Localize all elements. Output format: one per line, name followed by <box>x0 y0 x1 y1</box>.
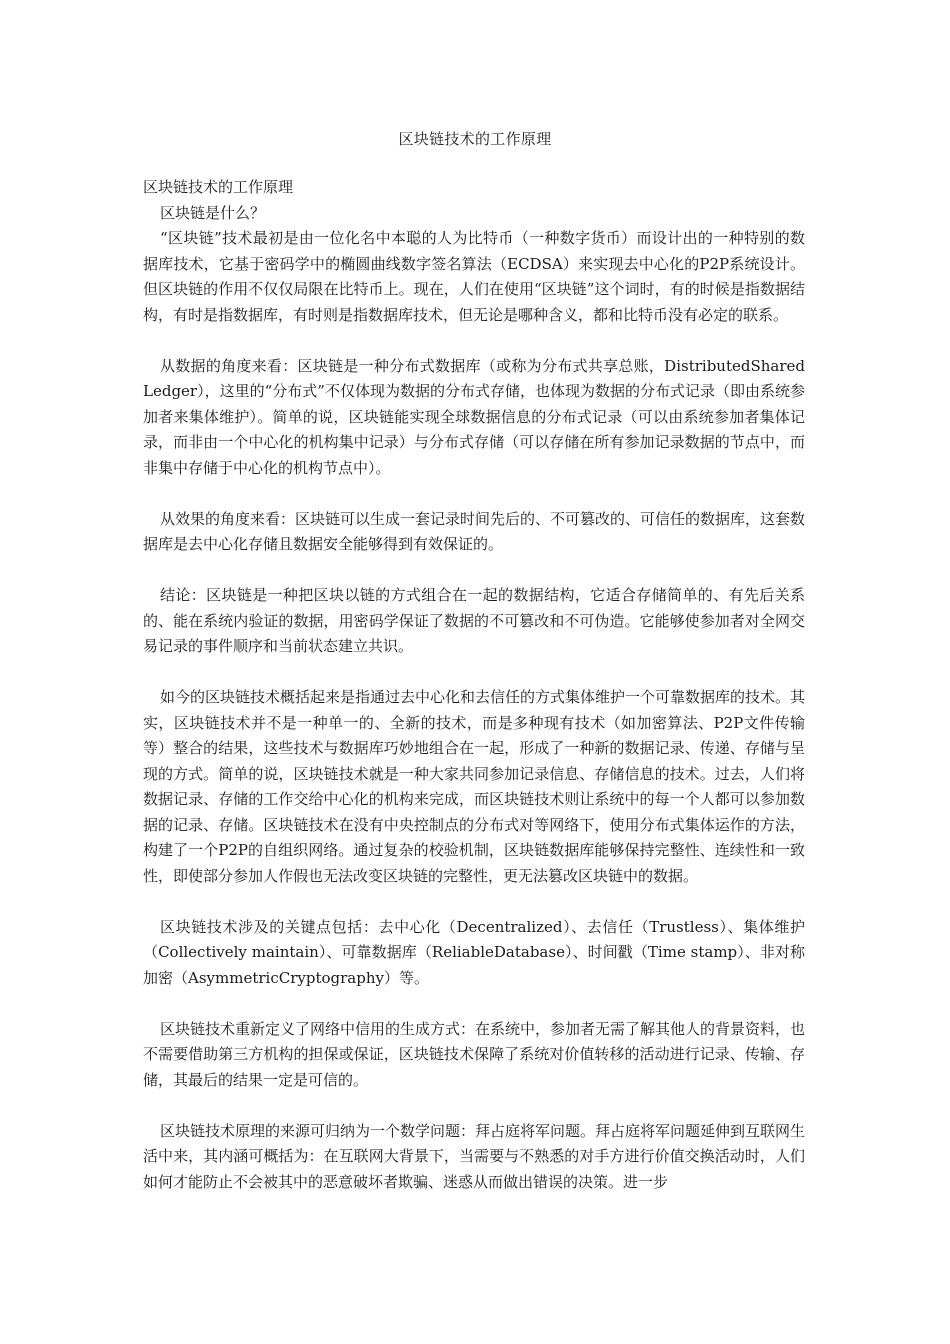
paragraph-4: 结论：区块链是一种把区块以链的方式组合在一起的数据结构，它适合存储简单的、有先后关系的、能在系统内验证的数据，用密码学保证了数据的不可篡改和不可伪造。它能够使参加者对全网交易记录的事件顺序和当前状态建立共识。 <box>143 586 805 655</box>
document-title: 区块链技术的工作原理 <box>398 130 552 148</box>
paragraph-5: 如今的区块链技术概括起来是指通过去中心化和去信任的方式集体维护一个可靠数据库的技术。其实，区块链技术并不是一种单一的、全新的技术，而是多种现有技术（如加密算法、P2P文件传输等）整合的结果，这些技术与数据库巧妙地组合在一起，形成了一种新的数据记录、传递、存储与呈现的方式。简单的说，区块链技术就是一种大家共同参加记录信息、存储信息的技术。过去，人们将数据记录、存储的工作交给中心化的机构来完成，而区块链技术则让系统中的每一个人都可以参加数据的记录、存储。区块链技术在没有中央控制点的分布式对等网络下，使用分布式集体运作的方法，构建了一个P2P的自组织网络。通过复杂的校验机制，区块链数据库能够保持完整性、连续性和一致性，即使部分参加人作假也无法改变区块链的完整性，更无法篡改区块链中的数据。 <box>143 688 806 885</box>
paragraph-8: 区块链技术原理的来源可归纳为一个数学问题：拜占庭将军问题。拜占庭将军问题延伸到互联网生活中来，其内涵可概括为：在互联网大背景下，当需要与不熟悉的对手方进行价值交换活动时，人们如何才能防止不会被其中的恶意破坏者欺骗、迷惑从而做出错误的决策。进一步 <box>143 1121 806 1191</box>
document-body <box>143 175 805 1221</box>
paragraph-3: 从效果的角度来看：区块链可以生成一套记录时间先后的、不可篡改的、可信任的数据库，这套数据库是去中心化存储且数据安全能够得到有效保证的。 <box>143 509 806 553</box>
paragraph-7: 区块链技术重新定义了网络中信用的生成方式：在系统中，参加者无需了解其他人的背景资料，也不需要借助第三方机构的担保或保证，区块链技术保障了系统对价值转移的活动进行记录、传输、存储，其最后的结果一定是可信的。 <box>143 1019 806 1089</box>
paragraph-1: “区块链”技术最初是由一位化名中本聪的人为比特币（一种数字货币）而设计出的一种特别的数据库技术，它基于密码学中的椭圆曲线数字签名算法（ECDSA）来实现去中心化的P2P系统设计。但区块链的作用不仅仅局限在比特币上。现在，人们在使用“区块链”这个词时，有的时候是指数据结构，有时是指数据库，有时则是指数据库技术，但无论是哪种含义，都和比特币没有必定的联系。 <box>143 229 805 324</box>
paragraph-2: 从数据的角度来看：区块链是一种分布式数据库（或称为分布式共享总账，DistributedShared Ledger），这里的“分布式”不仅体现为数据的分布式存储，也体现为数据的分布式记录（即由系统参加者来集体维护）。简单的说，区块链能实现全球数据信息的分布式记录（可以由系统参加者集体记录，而非由一个中心化的机构集中记录）与分布式存储（可以存储在所有参加记录数据的节点中，而非集中存储于中心化的机构节点中）。 <box>143 356 805 477</box>
paragraph-6: 区块链技术涉及的关键点包括：去中心化（Decentralized）、去信任（Trustless）、集体维护（Collectively maintain）、可靠数据库（ReliableDatabase）、时间戳（Time stamp）、非对称加密（AsymmetricCryptography）等。 <box>143 917 805 987</box>
section-subheading: 区块链是什么？ <box>160 203 266 222</box>
section-heading: 区块链技术的工作原理 <box>143 178 294 196</box>
